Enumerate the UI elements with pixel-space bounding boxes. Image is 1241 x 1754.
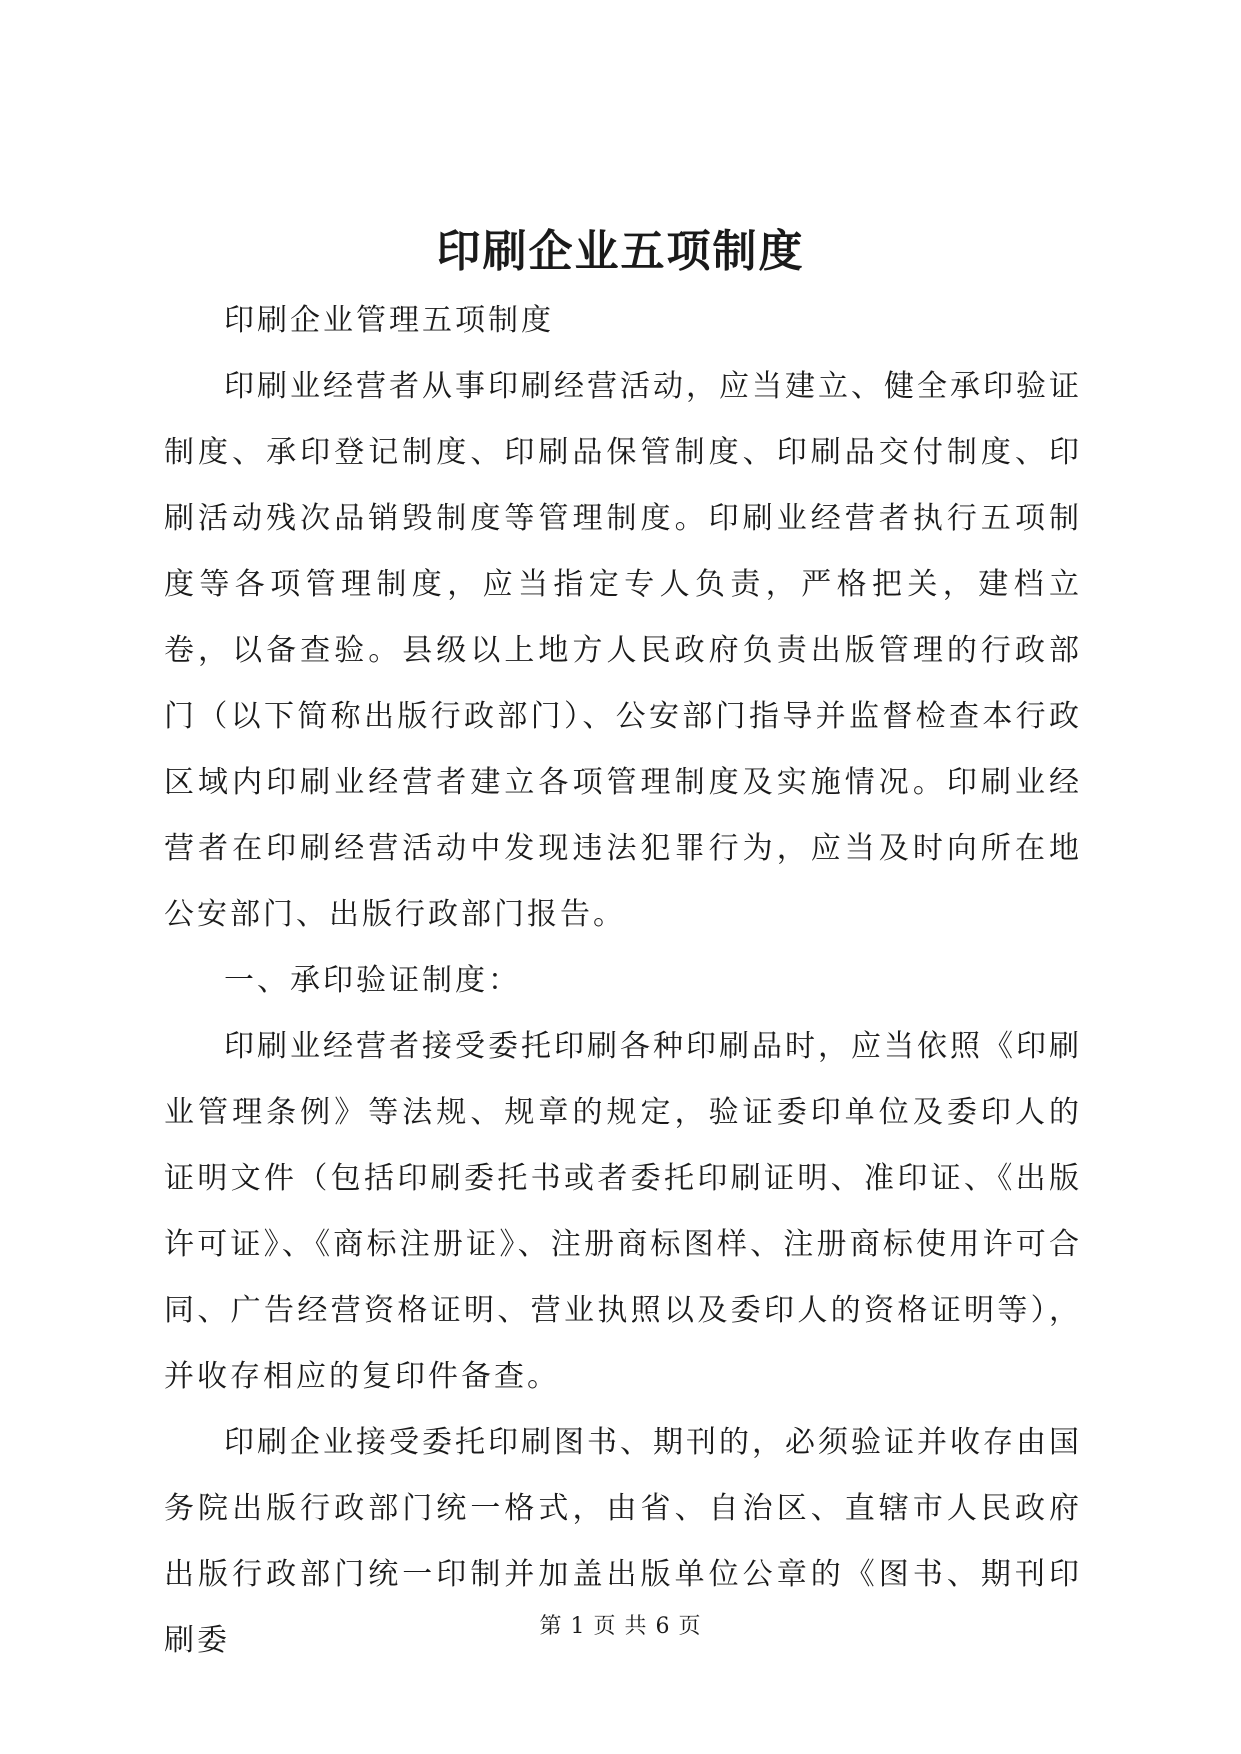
section-heading: 一、承印验证制度： [224,963,521,998]
body-paragraph: 印刷企业接受委托印刷图书、期刊的，必须验证并收存由国务院出版行政部门统一格式，由省、自治区、直辖市人民政府出版行政部门统一印制并加盖出版单位公章的《图书、期刊印刷委 [164,1425,1082,1658]
document-title: 印刷企业五项制度 [436,226,805,277]
body-paragraph: 印刷业经营者从事印刷经营活动，应当建立、健全承印验证制度、承印登记制度、印刷品保管制度、印刷品交付制度、印刷活动残次品销毁制度等管理制度。印刷业经营者执行五项制度等各项管理制度，应当指定专人负责，严格把关，建档立卷，以备查验。县级以上地方人民政府负责出版管理的行政部门（以下简称出版行政部门）、公安部门指导并监督检查本行政区域内印刷业经营者建立各项管理制度及实施情况。印刷业经营者在印刷经营活动中发现违法犯罪行为，应当及时向所在地公安部门、出版行政部门报告。 [164,369,1082,932]
body-paragraph: 印刷业经营者接受委托印刷各种印刷品时，应当依照《印刷业管理条例》等法规、规章的规定，验证委印单位及委印人的证明文件（包括印刷委托书或者委托印刷证明、准印证、《出版许可证》、《商标注册证》、注册商标图样、注册商标使用许可合同、广告经营资格证明、营业执照以及委印人的资格证明等），并收存相应的复印件备查。 [164,1029,1082,1394]
page-footer: 第 1 页 共 6 页 [539,1614,702,1639]
subtitle-paragraph: 印刷企业管理五项制度 [224,303,554,338]
document-body [164,288,1082,1674]
